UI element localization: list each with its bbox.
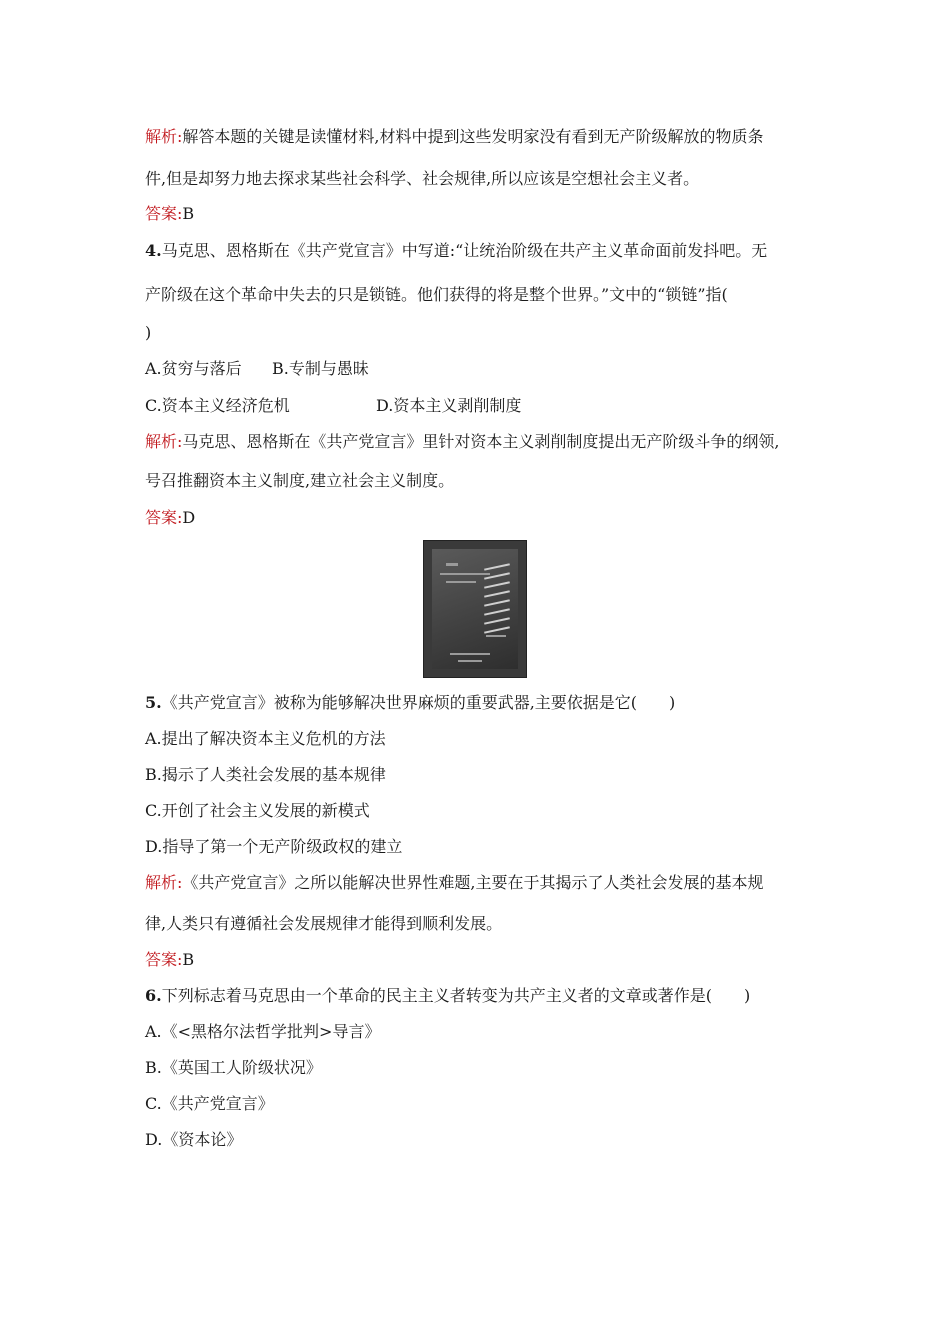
q4-number: 4. [145, 241, 162, 260]
q5-analysis-label: 解析: [145, 873, 183, 892]
q4-analysis-label: 解析: [145, 432, 183, 451]
q5-option-d: D.指导了第一个无产阶级政权的建立 [145, 837, 403, 856]
q5-analysis-line-2: 律,人类只有遵循社会发展规律才能得到顺利发展。 [145, 914, 503, 933]
q6-number: 6. [145, 986, 162, 1005]
q5-analysis-line-1 [145, 872, 764, 894]
cover-mark [446, 563, 458, 566]
q4-answer-value: D [182, 508, 196, 527]
q6-stem-text-1: 下列标志着马克思由一个革命的民主主义者转变为共产主义者的文章或著作是( ) [161, 986, 751, 1005]
q3-analysis-line-1 [145, 126, 764, 148]
manifesto-cover-photo [423, 540, 527, 678]
cover-mark [486, 635, 506, 637]
q5-analysis-text-1: 《共产党宣言》之所以能解决世界性难题,主要在于其揭示了人类社会发展的基本规 [182, 873, 764, 892]
q4-analysis-line-2: 号召推翻资本主义制度,建立社会主义制度。 [145, 471, 455, 490]
q6-option-d: D.《资本论》 [145, 1130, 243, 1149]
cover-mark [458, 660, 482, 662]
q5-stem-text-1: 《共产党宣言》被称为能够解决世界麻烦的重要武器,主要依据是它( ) [161, 693, 676, 712]
q5-answer [145, 949, 194, 971]
q4-answer [145, 507, 195, 529]
q6-option-b: B.《英国工人阶级状况》 [145, 1058, 322, 1077]
q3-answer-label: 答案: [145, 204, 183, 223]
q4-option-b: B.专制与愚昧 [272, 359, 369, 378]
q5-option-a: A.提出了解决资本主义危机的方法 [145, 729, 386, 748]
q6-option-a: A.《<黑格尔法哲学批判>导言》 [145, 1022, 381, 1041]
q5-option-b: B.揭示了人类社会发展的基本规律 [145, 765, 386, 784]
q4-analysis-text-1: 马克思、恩格斯在《共产党宣言》里针对资本主义剥削制度提出无产阶级斗争的纲领, [182, 432, 780, 451]
q4-option-a: A.贫穷与落后 [145, 359, 242, 378]
cover-calligraphy [484, 559, 510, 645]
q4-option-c: C.资本主义经济危机 [145, 396, 290, 415]
q4-stem-line-3: ) [145, 323, 152, 342]
cover-mark [446, 581, 476, 583]
q5-option-c: C.开创了社会主义发展的新模式 [145, 801, 370, 820]
q5-answer-value: B [182, 950, 195, 969]
q3-answer [145, 203, 194, 225]
q6-stem-line-1 [145, 985, 750, 1007]
cover-mark [440, 573, 490, 575]
q4-option-d: D.资本主义剥削制度 [376, 396, 522, 415]
q4-stem-text-1: 马克思、恩格斯在《共产党宣言》中写道:“让统治阶级在共产主义革命面前发抖吧。无 [161, 241, 768, 260]
cover-mark [450, 653, 490, 655]
q5-stem-line-1 [145, 692, 675, 714]
q4-answer-label: 答案: [145, 508, 183, 527]
q3-answer-value: B [182, 204, 195, 223]
q5-answer-label: 答案: [145, 950, 183, 969]
q5-number: 5. [145, 693, 162, 712]
q4-stem-line-2: 产阶级在这个革命中失去的只是锁链。他们获得的将是整个世界。”文中的“锁链”指( [145, 285, 728, 304]
q3-analysis-line-2: 件,但是却努力地去探求某些社会科学、社会规律,所以应该是空想社会主义者。 [145, 169, 700, 188]
cover-surface [432, 549, 518, 669]
q4-stem-line-1 [145, 240, 767, 262]
q3-analysis-text-1: 解答本题的关键是读懂材料,材料中提到这些发明家没有看到无产阶级解放的物质条 [182, 127, 764, 146]
q4-analysis-line-1 [145, 431, 780, 453]
q6-option-c: C.《共产党宣言》 [145, 1094, 274, 1113]
q3-analysis-label: 解析: [145, 127, 183, 146]
